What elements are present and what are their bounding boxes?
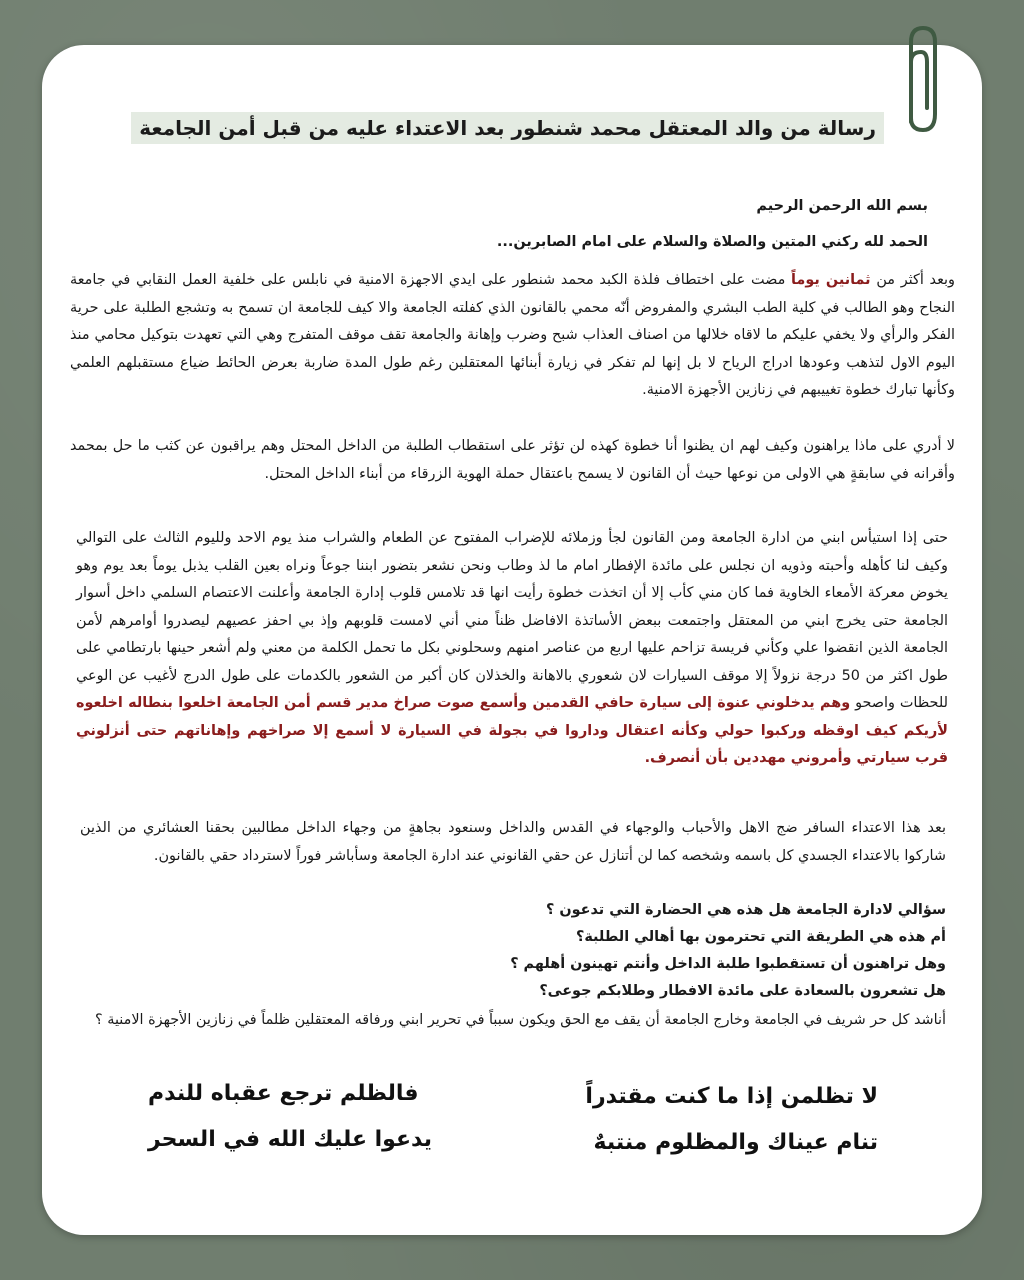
page-title: رسالة من والد المعتقل محمد شنطور بعد الاعتداء عليه من قبل أمن الجامعة xyxy=(139,116,876,140)
para1-start: وبعد أكثر من xyxy=(870,272,956,288)
appeal-text: أناشد كل حر شريف في الجامعة وخارج الجامعة أن يقف مع الحق ويكون سبباً في تحرير ابني ورفاقه المعتقلين ظلماً في زنازين الأجهزة الامنية ؟ xyxy=(95,1012,946,1028)
question-3: وهل تراهنون أن تستقطبوا طلبة الداخل وأنتم تهينون أهلهم ؟ xyxy=(510,956,946,972)
para3-text: حتى إذا استيأس ابني من ادارة الجامعة ومن القانون لجأ وزملائه للإضراب المفتوح عن الطعام والشراب منذ يوم الاحد ولليوم الثالث على التوالي وكيف لنا كأهله وأحبته وذويه ان نجلس على مائدة الإفطار امام ما لذ وطاب ونحن نشعر بتضور ابننا جوعاً ونراه بعين القلب يذبل يوماً بعد يوم وهو يخوض معركة الأمعاء الخاوية فما كان مني كأب إلا أن اتخذت خطوة رأيت انها قد تلامس قلوب إدارة الجامعة وأعلنت الاعتصام السلمي داخل أسوار الجامعة حتى يخرج ابني من المعتقل واجتمعت ببعض الأساتذة الافاضل ظناً مني أني لامست قلوبهم وإذ بي احفز عصيهم ليصدروا أوامرهم لأمن الجامعة الذين انقضوا علي وكأني فريسة تزاحم عليها اربع من عناصر امنهم وسحلوني بكل ما تحمل الكلمة من معني ولم أشعر حينها بارتطامي على طول اكثر من 50 درجة نزولاً إلا موقف السيارات لان شعوري بالاهانة والخذلان كان أكبر من الشعور بالكدمات على طول الدرج لأغيب عن الوعي للحظات واصحو xyxy=(76,530,948,711)
paragraph-4 xyxy=(80,815,946,870)
para2-text: لا أدري على ماذا يراهنون وكيف لهم ان يظنوا أنا خطوة كهذه لن تؤثر على استقطاب الطلبة من الداخل المحتل وهم يراقبون عن كثب ما حل بمحمد وأقرانه في سابقةٍ هي الاولى من نوعها حيث أن القانون لا يسمح باعتقال حملة الهوية الزرقاء من أبناء الداخل المحتل. xyxy=(70,438,955,482)
question-4: هل تشعرون بالسعادة على مائدة الافطار وطلابكم جوعى؟ xyxy=(539,983,946,999)
basmala: بسم الله الرحمن الرحيم xyxy=(756,198,928,214)
para1-highlight: ثمانين يوماً xyxy=(791,272,871,288)
question-2: أم هذه هي الطريقة التي تحترمون بها أهالي الطلبة؟ xyxy=(575,929,946,945)
paragraph-2 xyxy=(70,433,955,488)
paragraph-1 xyxy=(70,267,955,405)
verse-left-1: فالظلم ترجع عقباه للندم xyxy=(148,1081,419,1106)
verse-right-1: لا تظلمن إذا ما كنت مقتدراً xyxy=(585,1084,878,1109)
paperclip-icon xyxy=(895,22,945,137)
verse-left-2: يدعوا عليك الله في السحر xyxy=(148,1127,432,1152)
verse-right-2: تنام عيناك والمظلوم منتبهٌ xyxy=(593,1130,878,1155)
para4-text: بعد هذا الاعتداء السافر ضج الاهل والأحباب والوجهاء في القدس والداخل وسنعود بجاهةٍ من وجهاء الداخل مطالبين بحقنا العشائري من الذين شاركوا بالاعتداء الجسدي كل باسمه وشخصه كما لن أتنازل عن حقي القانوني عند ادارة الجامعة وسأباشر فوراً لاسترداد حقي بالقانون. xyxy=(80,820,946,864)
para1-rest: مضت على اختطاف فلذة الكبد محمد شنطور على ايدي الاجهزة الامنية في نابلس على خلفية العمل النقابي في جامعة النجاح وهو الطالب في كلية الطب البشري والمفروض أنّه محمي بالقانون الذي كفلته الجامعة والا كيف للجامعة ان تسمح به وتشجع الطلبة على حرية الفكر والرأي ولا يخفي عليكم ما لاقاه خلالها من اصناف العذاب شبح وضرب وإهانة والجامعة تقف موقف المتفرج وهي التي تعهدت بتوكيل محامي منذ اليوم الاول لتذهب وعودها ادراج الرياح لا بل إنها لم تفكر في زيارة أبنائها المعتقلين رغم طول المدة ضاربة بعرض الحائط ضياع مستقبلهم العلمي وكأنها تبارك خطوة تغييبهم في زنازين الأجهزة الامنية. xyxy=(70,272,955,398)
praise-line: الحمد لله ركني المتين والصلاة والسلام على امام الصابرين... xyxy=(496,234,928,250)
para3-red-text: وهم يدخلوني عنوة إلى سيارة حافي القدمين وأسمع صوت صراخ مدير قسم أمن الجامعة اخلعوا بنطاله اخلعوه لأريكم كيف اوقظه وركبوا حولي وكأنه اعتقال وداروا في بجولة في السيارة لا أسمع إلا صراخهم وإهاناتهم حتى أنزلوني قرب سيارتي وأمروني مهددين بأن أنصرف. xyxy=(76,695,948,766)
question-1: سؤالي لادارة الجامعة هل هذه هي الحضارة التي تدعون ؟ xyxy=(545,902,946,918)
appeal-paragraph xyxy=(80,1007,946,1035)
questions-list xyxy=(80,897,946,1005)
title-banner xyxy=(131,112,884,144)
paragraph-3 xyxy=(76,525,948,773)
